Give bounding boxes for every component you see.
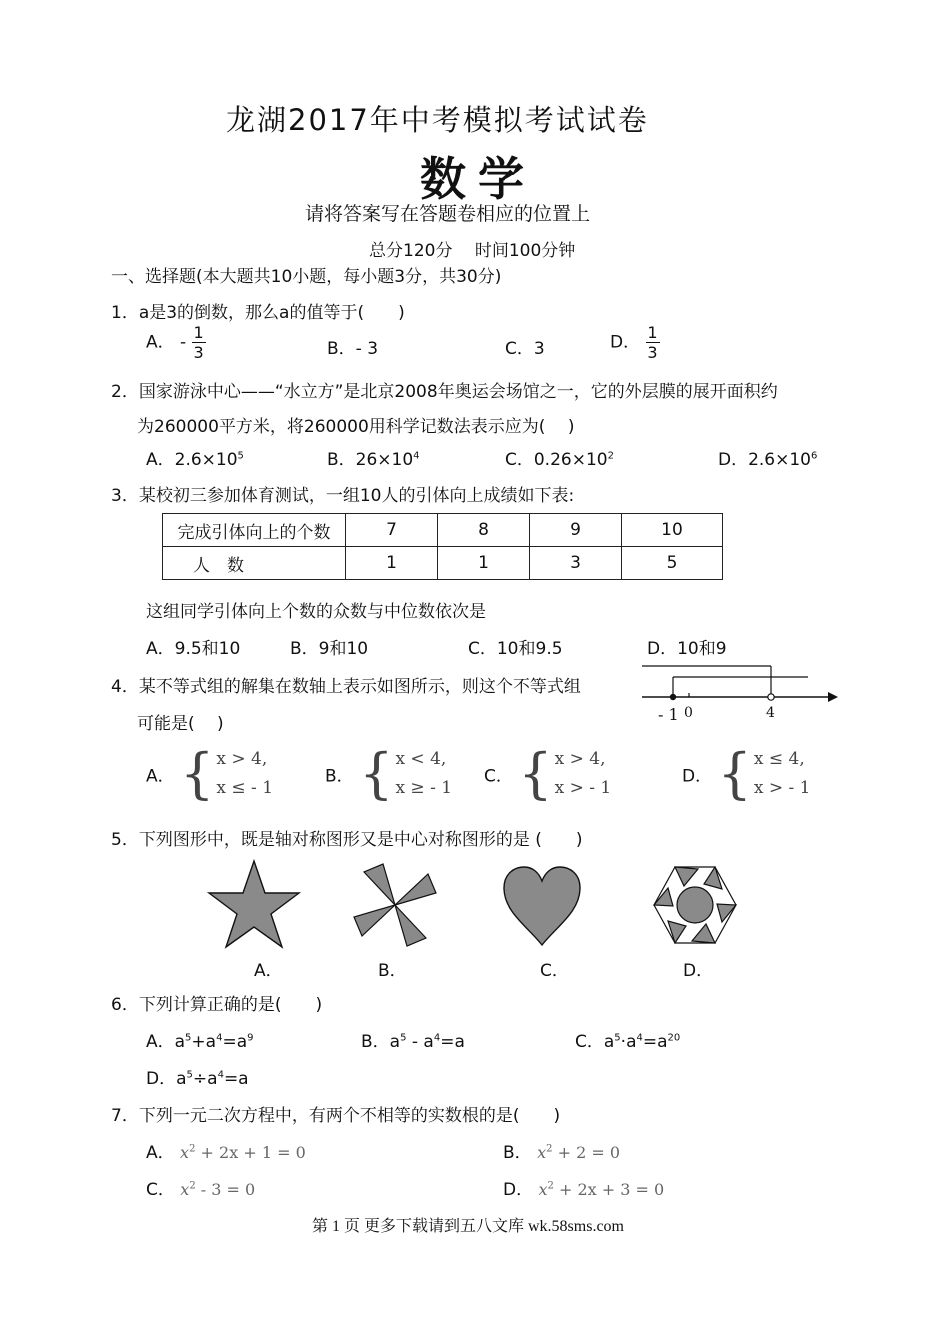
q2-a-base: A．2.6×10 — [146, 450, 238, 470]
table-cell: 完成引体向上的个数 — [163, 514, 346, 547]
brace-icon: { — [359, 742, 394, 805]
q1-option-b: B．- 3 — [327, 339, 379, 359]
q7-stem: 7．下列一元二次方程中，有两个不相等的实数根的是( ) — [111, 1106, 561, 1126]
q5-label-b: B． — [378, 961, 407, 981]
q1-d-label: D． — [610, 332, 641, 353]
q4-c-row1: x > 4, — [554, 749, 606, 769]
q1-a-fraction — [192, 323, 206, 362]
q3-note: 这组同学引体向上个数的众数与中位数依次是 — [146, 602, 486, 622]
q4-d-label: D． — [682, 766, 713, 787]
q7-option-c: C． $x^2 - 3 = 0$ — [146, 1180, 256, 1200]
q6-option-b: B．$a^5 - a^4=a$ — [361, 1032, 465, 1052]
q1-a-sign: - — [180, 332, 187, 353]
table-cell: 9 — [530, 514, 622, 547]
brace-icon: { — [180, 742, 215, 805]
hexagon-ring-figure — [650, 862, 740, 948]
q4-line2: 可能是( ) — [137, 714, 224, 734]
q4-a-label: A． — [146, 766, 175, 787]
subject-title: 数学 — [420, 152, 536, 206]
q2-option-b — [327, 445, 420, 470]
number-line-diagram — [635, 660, 845, 730]
q3-stem: 3．某校初三参加体育测试，一组10人的引体向上成绩如下表: — [111, 486, 575, 506]
q4-option-c — [484, 742, 612, 805]
q1-option-d — [610, 323, 660, 362]
q4-b-row1: x < 4, — [395, 749, 447, 769]
q2-option-d — [718, 445, 817, 470]
table-cell: 3 — [530, 547, 622, 580]
q5-label-a: A． — [254, 961, 283, 981]
q2-d-exp: 6 — [811, 450, 818, 462]
q2-d-base: D．2.6×10 — [718, 450, 812, 470]
table-cell: 5 — [622, 547, 723, 580]
q3-score-table — [162, 513, 723, 580]
axis-arrow-icon — [828, 692, 838, 702]
q5-label-d: D． — [683, 961, 714, 981]
table-cell: 10 — [622, 514, 723, 547]
q2-line1: 2．国家游泳中心——“水立方”是北京2008年奥运会场馆之一，它的外层膜的展开面积约 — [111, 382, 778, 402]
axis-label-neg1: - 1 — [658, 705, 679, 724]
exam-title: 龙湖2017年中考模拟考试试卷 — [226, 103, 649, 137]
hollow-point-4 — [768, 694, 774, 700]
q7-option-d: D． $x^2 + 2x + 3 = 0$ — [503, 1180, 665, 1200]
q6-option-a: A．$a^5+a^4=a^9$ — [146, 1032, 254, 1052]
q1-a-num: 1 — [193, 323, 204, 342]
q4-option-b — [325, 742, 453, 805]
q1-d-fraction — [646, 323, 660, 362]
axis-label-0: 0 — [684, 705, 693, 721]
q4-line1: 4．某不等式组的解集在数轴上表示如图所示，则这个不等式组 — [111, 677, 581, 697]
q2-line2: 为260000平方米，将260000用科学记数法表示应为( ) — [137, 417, 575, 437]
q5-stem: 5．下列图形中，既是轴对称图形又是中心对称图形的是 ( ) — [111, 830, 583, 850]
q6-option-c: C．$a^5\cdot a^4=a^{20}$ — [575, 1032, 681, 1052]
q3-option-a: A．9.5和10 — [146, 639, 241, 659]
q4-option-a — [146, 742, 274, 805]
q3-option-b: B．9和10 — [290, 639, 369, 659]
q4-b-row2: x ≥ - 1 — [395, 778, 453, 798]
q4-b-label: B． — [325, 766, 354, 787]
q1-d-num: 1 — [647, 323, 658, 342]
q2-a-exp: 5 — [237, 450, 244, 462]
table-cell: 8 — [438, 514, 530, 547]
q2-c-exp: 2 — [607, 450, 614, 462]
q1-option-a — [146, 323, 206, 362]
q4-a-row1: x > 4, — [216, 749, 268, 769]
pinwheel-figure — [350, 862, 440, 948]
brace-icon: { — [717, 742, 752, 805]
q1-a-label: A． — [146, 332, 175, 353]
q1-option-c: C．3 — [505, 339, 545, 359]
table-cell: 1 — [346, 547, 438, 580]
q7-option-b: B． $x^2 + 2 = 0$ — [503, 1143, 620, 1163]
table-row — [163, 547, 723, 580]
q3-option-c: C．10和9.5 — [468, 639, 563, 659]
q1-d-den: 3 — [647, 343, 658, 362]
q4-c-row2: x > - 1 — [554, 778, 612, 798]
page-footer: 第 1 页 更多下载请到五八文库 wk.58sms.com — [312, 1218, 625, 1235]
q5-label-c: C． — [540, 961, 569, 981]
q2-b-base: B．26×10 — [327, 450, 414, 470]
q2-c-base: C．0.26×10 — [505, 450, 608, 470]
q4-c-label: C． — [484, 766, 513, 787]
score-time-info: 总分120分 时间100分钟 — [369, 241, 576, 261]
table-row — [163, 514, 723, 547]
heart-figure — [500, 864, 584, 948]
q1-stem: 1．a是3的倒数，那么a的值等于( ) — [111, 303, 405, 323]
q4-d-row1: x ≤ 4, — [753, 749, 805, 769]
q2-option-a — [146, 445, 244, 470]
solid-point-neg1 — [670, 694, 676, 700]
q7-option-a: A． $x^2 + 2x + 1 = 0$ — [146, 1143, 306, 1163]
q3-option-d: D．10和9 — [647, 639, 727, 659]
table-cell: 7 — [346, 514, 438, 547]
table-cell: 人 数 — [163, 547, 346, 580]
q6-option-d: D．$a^5\div a^4=a$ — [146, 1069, 249, 1089]
q2-b-exp: 4 — [413, 450, 420, 462]
q1-a-den: 3 — [193, 343, 204, 362]
axis-label-4: 4 — [766, 705, 775, 721]
instruction-text: 请将答案写在答题卷相应的位置上 — [305, 203, 591, 225]
q6-stem: 6．下列计算正确的是( ) — [111, 995, 323, 1015]
q4-a-row2: x ≤ - 1 — [216, 778, 274, 798]
table-cell: 1 — [438, 547, 530, 580]
q2-option-c — [505, 445, 614, 470]
section-heading: 一、选择题(本大题共10小题，每小题3分，共30分) — [111, 267, 502, 287]
star-figure — [205, 858, 305, 950]
q4-option-d — [682, 742, 811, 805]
q4-d-row2: x > - 1 — [753, 778, 811, 798]
brace-icon: { — [518, 742, 553, 805]
